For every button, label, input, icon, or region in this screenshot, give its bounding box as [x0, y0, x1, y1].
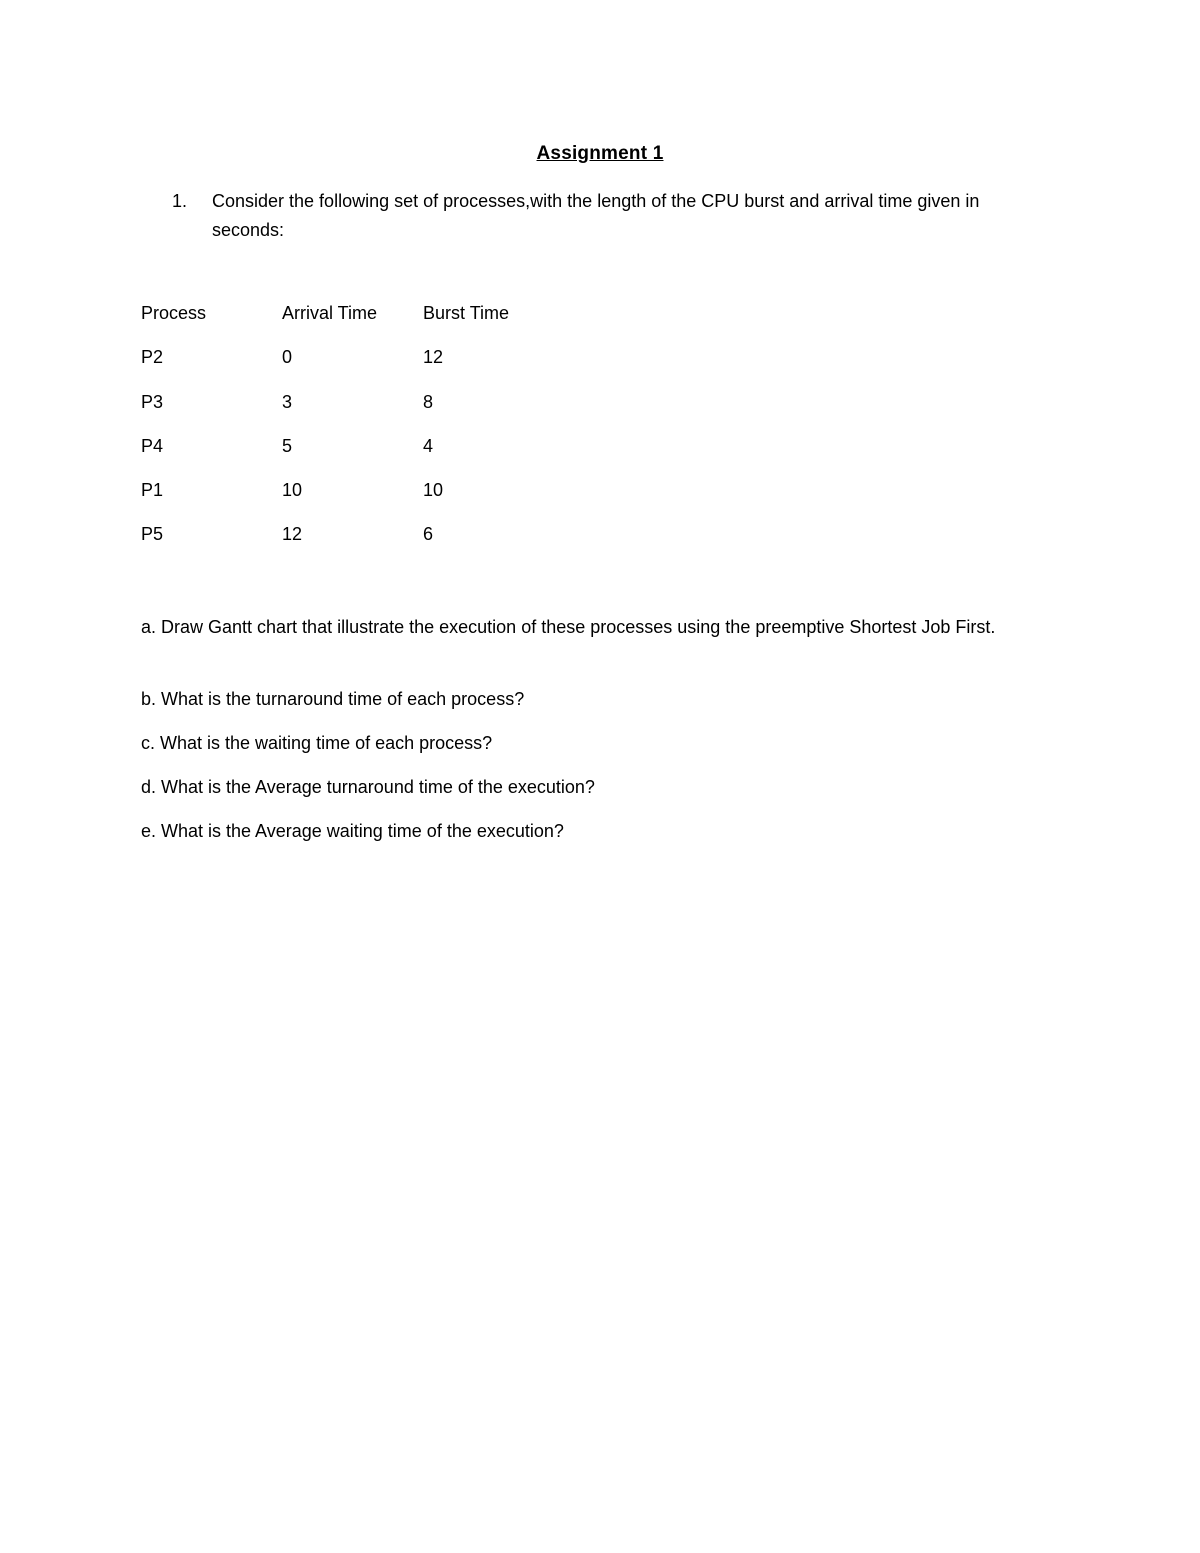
cell-process: P3 [141, 391, 164, 412]
subquestion-a: a. Draw Gantt chart that illustrate the execution of these processes using the preemptive Shortest Job First. [141, 617, 996, 637]
cell-burst-time: 12 [423, 347, 444, 368]
cell-process: P2 [141, 347, 164, 368]
cell-arrival-time: 10 [282, 480, 303, 501]
cell-burst-time: 10 [423, 480, 444, 501]
subquestion-e: e. What is the Average waiting time of the execution? [141, 821, 564, 841]
subquestion-d: d. What is the Average turnaround time of the execution? [141, 777, 595, 797]
cell-arrival-time: 0 [282, 347, 293, 368]
cell-arrival-time: 3 [282, 391, 293, 412]
subquestion-c: c. What is the waiting time of each process? [141, 733, 493, 753]
document-title: Assignment 1 [536, 143, 664, 164]
cell-process: P5 [141, 524, 164, 545]
cell-arrival-time: 12 [282, 524, 303, 545]
header-arrival-time: Arrival Time [282, 303, 378, 323]
cell-process: P1 [141, 480, 164, 501]
cell-burst-time: 4 [423, 435, 434, 456]
question-number: 1. [172, 191, 188, 211]
question-1 [172, 187, 1012, 245]
header-process: Process [141, 303, 207, 323]
subquestion-b: b. What is the turnaround time of each process? [141, 689, 525, 709]
cell-process: P4 [141, 435, 164, 456]
cell-burst-time: 6 [423, 524, 434, 545]
cell-arrival-time: 5 [282, 435, 293, 456]
header-burst-time: Burst Time [423, 303, 510, 323]
question-text: Consider the following set of processes,with the length of the CPU burst and arrival time given in seconds: [212, 191, 980, 240]
cell-burst-time: 8 [423, 391, 434, 412]
